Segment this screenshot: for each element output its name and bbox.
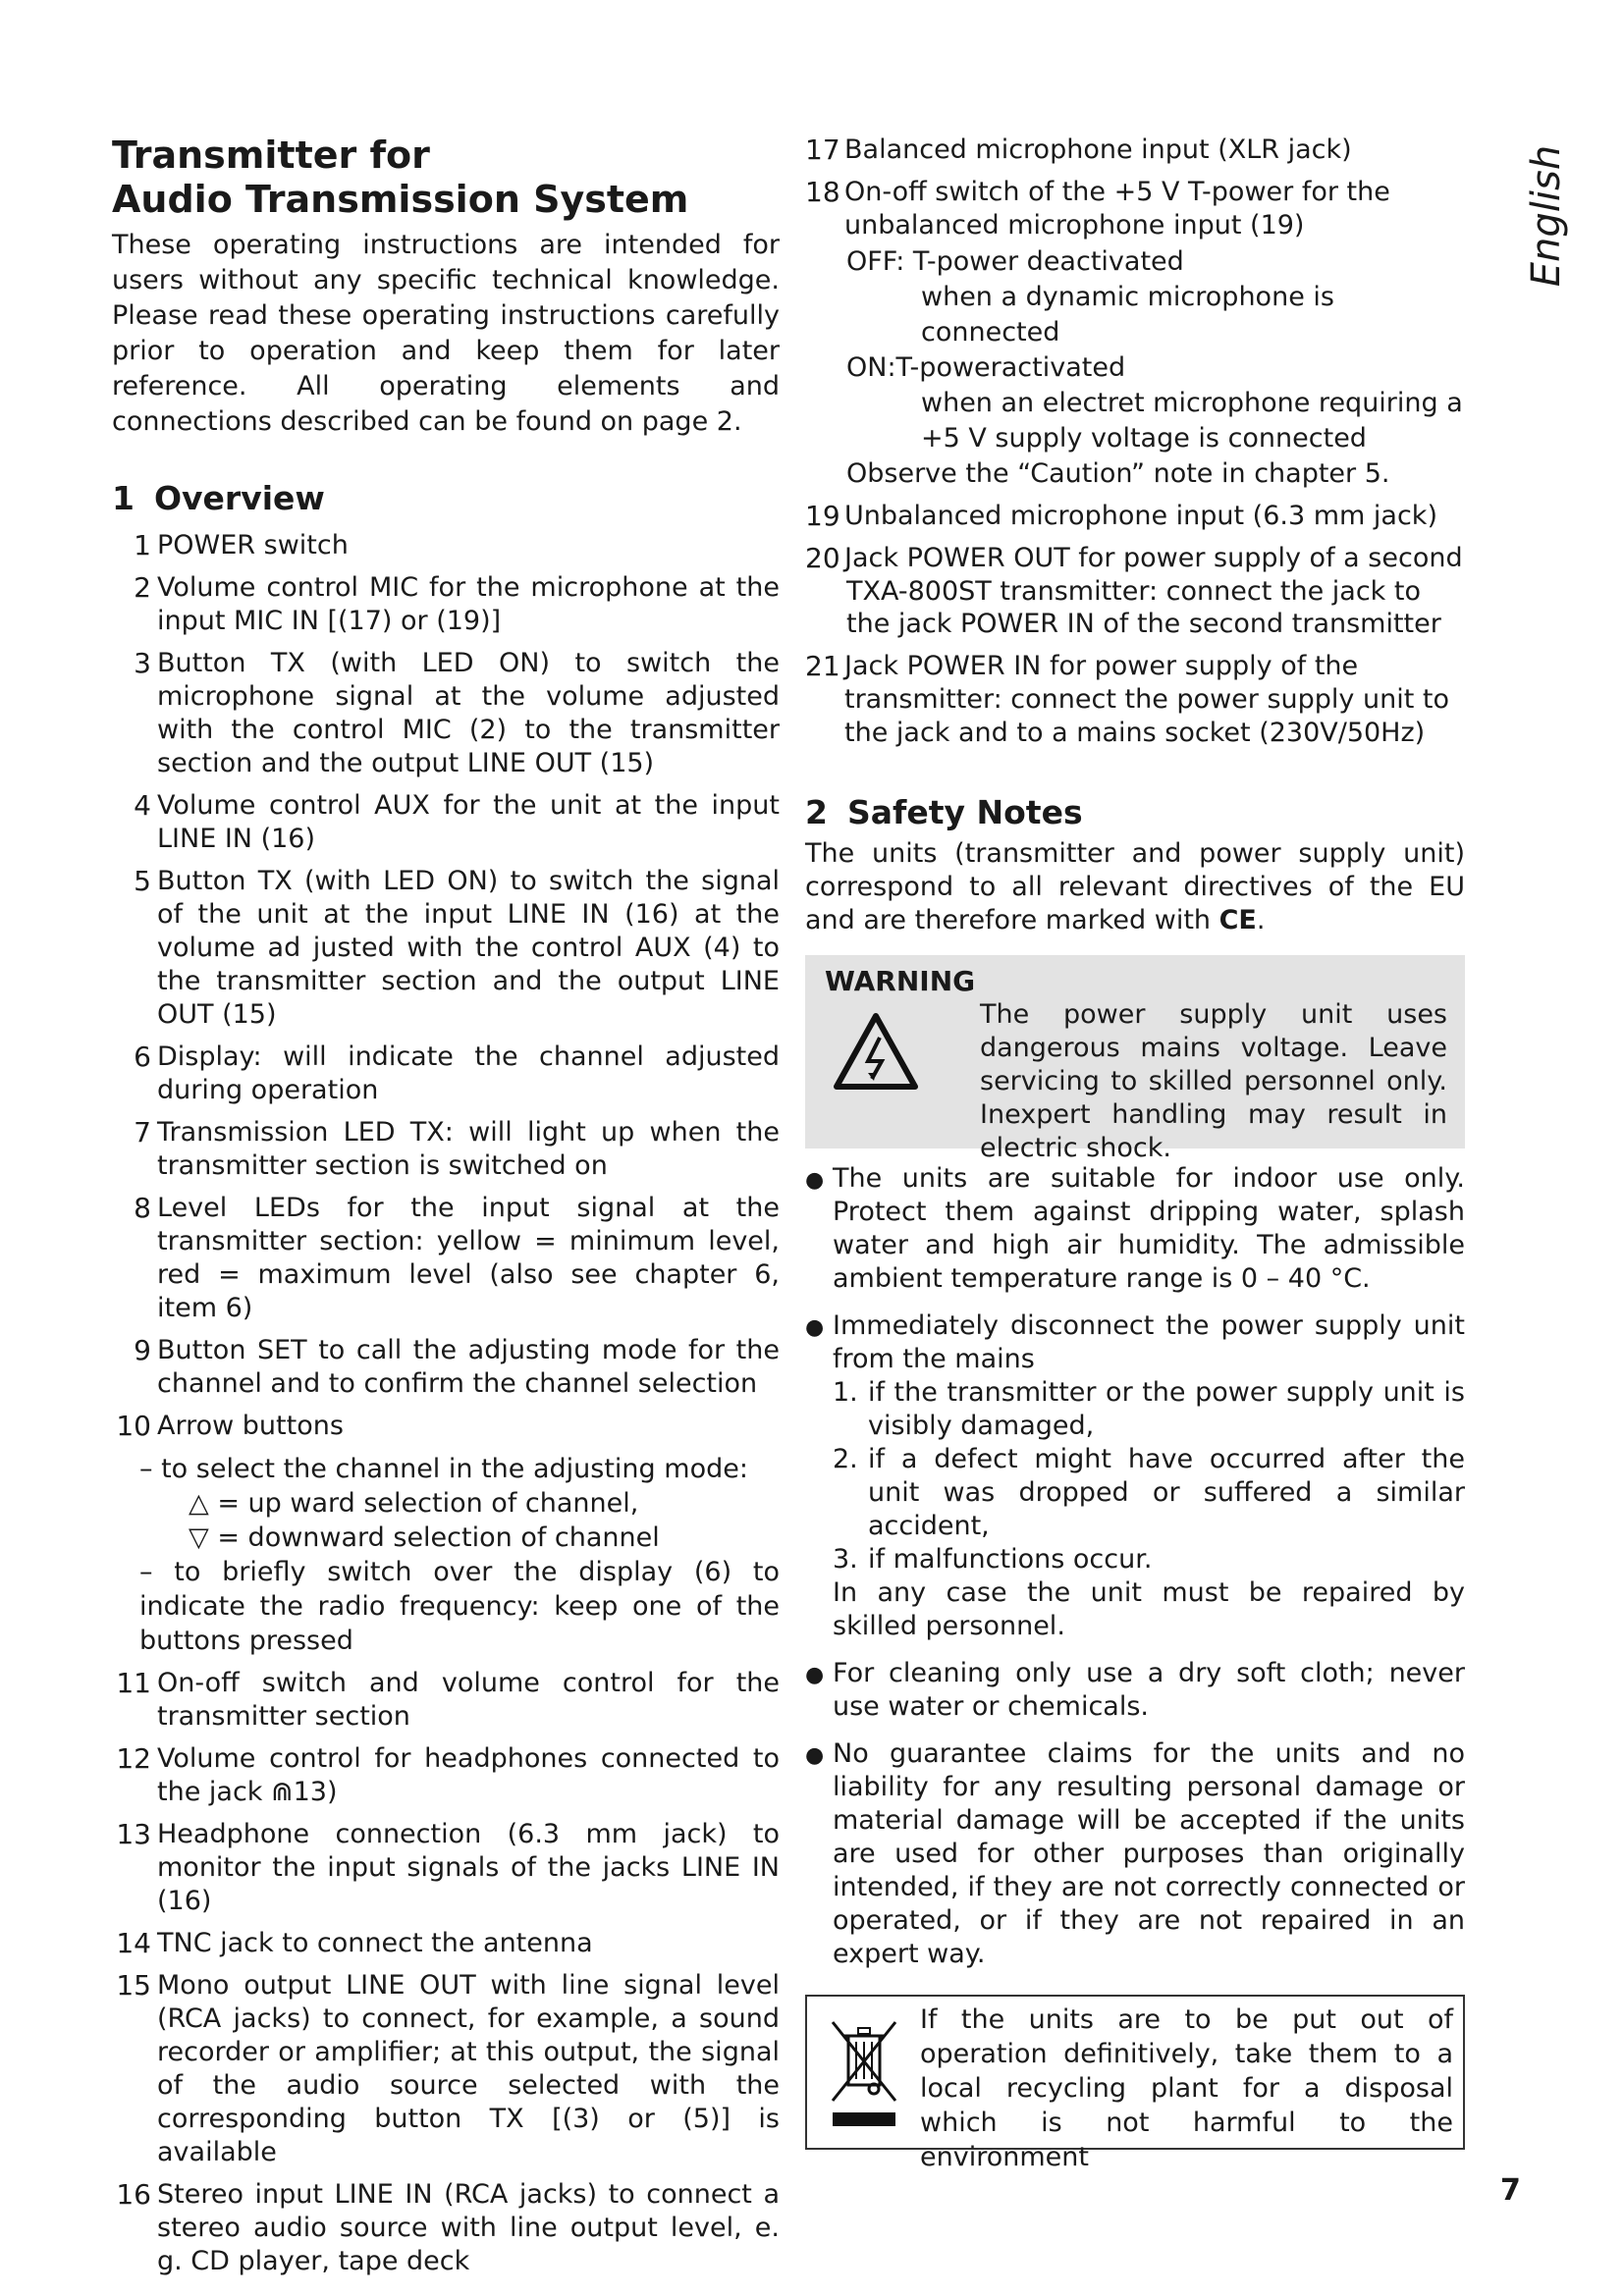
list-item-16 xyxy=(112,2178,780,2278)
list-item-number: 4 xyxy=(134,789,151,822)
page-number: 7 xyxy=(1500,2173,1521,2208)
list-item-number: 18 xyxy=(805,176,840,208)
arrow-up-line: △ = up ward selection of channel, xyxy=(189,1488,639,1519)
overview-heading xyxy=(112,479,780,517)
bullet-dot-icon: ● xyxy=(805,1168,825,1193)
list-item-number: 2 xyxy=(134,571,151,604)
list-item-text: Unbalanced microphone input (6.3 mm jack) xyxy=(844,501,1437,531)
list-item-text: POWER switch xyxy=(157,530,349,561)
list-item-number: 9 xyxy=(134,1334,151,1366)
safety-heading-text: Safety Notes xyxy=(846,793,1083,831)
item-20-continuation: TXA-800ST transmitter: connect the jack to the jack POWER IN of the second transmitter xyxy=(846,576,1441,639)
safety-intro-text: The units (transmitter and power supply unit) correspond to all relevant directives of the EU and are therefore marked with xyxy=(805,838,1465,935)
bullet-dot-icon: ● xyxy=(805,1315,825,1340)
list-item-1 xyxy=(112,529,780,562)
list-item-number: 17 xyxy=(805,133,840,166)
intro-paragraph: These operating instructions are intended for users without any specific technical knowledge. Please read these operating instructions carefully prior to operation and keep them for later reference. All operating elements and connections described can be found on page 2. xyxy=(112,230,780,437)
left-column xyxy=(112,133,780,2287)
list-item-text: TNC jack to connect the antenna xyxy=(157,1928,593,1958)
list-item-number: 11 xyxy=(116,1667,151,1699)
bullet-text: No guarantee claims for the units and no liability for any resulting personal damage or material damage will be accepted if the units are used for other purposes than originally intended, if they are not correctly connected or operated, or if they are not repaired in an expert way. xyxy=(833,1738,1465,1969)
recycling-text: If the units are to be put out of operation definitively, take them to a local recycling plant for a disposal which is not harmful to the environment xyxy=(920,2004,1453,2172)
list-item-4 xyxy=(112,789,780,856)
list-item-text: Button TX (with LED ON) to switch the microphone signal at the volume adjusted with the control MIC (2) to the transmitter section and the output LINE OUT (15) xyxy=(157,648,780,778)
bullet-text: The units are suitable for indoor use only. Protect them against dripping water, splash water and high air humidity. The admissible ambient temperature range is 0 – 40 °C. xyxy=(833,1163,1465,1294)
safety-heading xyxy=(805,793,1465,831)
bullet-dot-icon: ● xyxy=(805,1743,825,1768)
warning-text: The power supply unit uses dangerous mains voltage. Leave servicing to skilled personnel only. Inexpert handling may result in electric shock. xyxy=(980,999,1447,1163)
list-item-5 xyxy=(112,865,780,1032)
list-item-12 xyxy=(112,1742,780,1809)
document-title xyxy=(112,133,780,222)
condition-text: if the transmitter or the power supply unit is visibly damaged, xyxy=(868,1377,1465,1441)
list-item-6 xyxy=(112,1041,780,1107)
crossed-out-bin-icon xyxy=(827,2014,901,2130)
list-item-number: 10 xyxy=(116,1410,151,1442)
list-item-number: 7 xyxy=(134,1116,151,1148)
right-column xyxy=(805,133,1465,2172)
list-item-text: Button TX (with LED ON) to switch the signal of the unit at the input LINE IN (16) at the volume ad justed with the control AUX (4) to the transmitter section and the output LINE OUT (15) xyxy=(157,866,780,1030)
list-item-number: 6 xyxy=(134,1041,151,1073)
list-item-number: 15 xyxy=(116,1969,151,2002)
list-item-number: 14 xyxy=(116,1927,151,1959)
warning-box xyxy=(805,955,1465,1163)
disconnect-conditions xyxy=(833,1376,1465,1643)
warning-title: WARNING xyxy=(825,965,976,997)
list-item-10 xyxy=(112,1410,780,1443)
condition-number: 2. xyxy=(833,1444,858,1474)
list-item-number: 1 xyxy=(134,529,151,561)
list-item-text: Arrow buttons xyxy=(157,1411,344,1441)
list-item-number: 16 xyxy=(116,2178,151,2211)
bullet-dot-icon: ● xyxy=(805,1663,825,1687)
off-description: when a dynamic microphone is connected xyxy=(921,282,1334,347)
list-item-number: 5 xyxy=(134,865,151,897)
list-item-number: 8 xyxy=(134,1192,151,1224)
list-item-17 xyxy=(805,133,1465,167)
list-item-text: Volume control MIC for the microphone at the input MIC IN [(17) or (19)] xyxy=(157,572,780,636)
safety-bullet-1 xyxy=(805,1162,1465,1296)
list-item-text: Display: will indicate the channel adjusted during operation xyxy=(157,1041,780,1105)
list-item-text: Jack POWER OUT for power supply of a second xyxy=(844,543,1463,573)
on-label: ON:T-poweractivated xyxy=(846,352,1126,383)
list-item-text: On-off switch of the +5 V T-power for the unbalanced microphone input (19) xyxy=(844,177,1390,240)
list-item-9 xyxy=(112,1334,780,1401)
list-item-text: Stereo input LINE IN (RCA jacks) to connect a stereo audio source with line output level, e. g. CD player, tape deck xyxy=(157,2179,780,2276)
condition-2 xyxy=(833,1443,1465,1543)
list-item-15 xyxy=(112,1969,780,2169)
list-item-11 xyxy=(112,1667,780,1734)
arrow-down-line: ▽ = downward selection of channel xyxy=(189,1522,660,1553)
bullet-text: Immediately disconnect the power supply unit from the mains xyxy=(833,1310,1465,1374)
repair-note: In any case the unit must be repaired by skilled personnel. xyxy=(833,1577,1465,1641)
recycling-box xyxy=(805,1995,1465,2172)
language-tab xyxy=(1524,137,1569,294)
list-item-text: Mono output LINE OUT with line signal level (RCA jacks) to connect, for example, a sound recorder or amplifier; at this output, the signal of the audio source selected with the corresponding button TX [(3) or (5)] is available xyxy=(157,1970,780,2167)
list-item-14 xyxy=(112,1927,780,1960)
overview-heading-text: Overview xyxy=(153,479,325,517)
list-item-text: Transmission LED TX: will light up when the transmitter section is switched on xyxy=(157,1117,780,1181)
title-line-1: Transmitter for xyxy=(112,133,430,177)
list-item-number: 19 xyxy=(805,500,840,532)
list-item-13 xyxy=(112,1818,780,1918)
off-label: OFF: T-power deactivated xyxy=(846,246,1184,277)
list-item-number: 21 xyxy=(805,650,840,682)
overview-list xyxy=(112,529,780,1443)
on-description: when an electret microphone requiring a +5 V supply voltage is connected xyxy=(921,388,1463,454)
list-item-20 xyxy=(805,542,1465,575)
list-item-text: Jack POWER IN for power supply of the transmitter: connect the power supply unit to the jack and to a mains socket (230V/50Hz) xyxy=(844,651,1449,748)
safety-heading-number: 2 xyxy=(805,793,828,831)
list-item-text: Volume control for headphones connected to the jack ⋒13) xyxy=(157,1743,780,1807)
condition-1 xyxy=(833,1376,1465,1443)
list-item-text: Balanced microphone input (XLR jack) xyxy=(844,134,1352,165)
list-item-8 xyxy=(112,1192,780,1325)
list-item-19 xyxy=(805,500,1465,533)
language-label: English xyxy=(1524,144,1569,288)
list-item-text: Level LEDs for the input signal at the transmitter section: yellow = minimum level, red = maximum level (also see chapter 6, item 6) xyxy=(157,1193,780,1323)
list-item-number: 12 xyxy=(116,1742,151,1775)
list-item-number: 13 xyxy=(116,1818,151,1850)
list-item-text: On-off switch and volume control for the transmitter section xyxy=(157,1668,780,1732)
overview-heading-number: 1 xyxy=(112,479,135,517)
condition-number: 1. xyxy=(833,1377,858,1408)
condition-number: 3. xyxy=(833,1544,858,1575)
safety-bullet-4 xyxy=(805,1737,1465,1971)
electric-shock-warning-icon xyxy=(833,1012,919,1091)
list-item-number: 3 xyxy=(134,647,151,679)
arrow-sub-2: – to briefly switch over the display (6) to indicate the radio frequency: keep one of the buttons pressed xyxy=(139,1557,780,1656)
ce-mark: CE xyxy=(1218,905,1257,935)
observe-note: Observe the “Caution” note in chapter 5. xyxy=(846,458,1390,489)
condition-text: if malfunctions occur. xyxy=(868,1544,1153,1575)
condition-3 xyxy=(833,1543,1465,1576)
overview-list-continued xyxy=(112,1667,780,2278)
arrow-sub-1: – to select the channel in the adjusting mode: xyxy=(139,1454,748,1484)
safety-intro: The units (transmitter and power supply unit) correspond to all relevant directives of the EU and are therefore marked with CE. xyxy=(805,838,1465,935)
list-item-7 xyxy=(112,1116,780,1183)
list-item-number: 20 xyxy=(805,542,840,574)
list-item-text: Volume control AUX for the unit at the input LINE IN (16) xyxy=(157,790,780,854)
list-item-2 xyxy=(112,571,780,638)
list-item-18 xyxy=(805,176,1465,242)
title-line-2: Audio Transmission System xyxy=(112,178,689,221)
safety-bullet-2 xyxy=(805,1309,1465,1376)
list-item-21 xyxy=(805,650,1465,750)
condition-text: if a defect might have occurred after the unit was dropped or suffered a similar accident, xyxy=(868,1444,1465,1541)
list-item-text: Button SET to call the adjusting mode for the channel and to confirm the channel selection xyxy=(157,1335,780,1399)
list-item-text: Headphone connection (6.3 mm jack) to monitor the input signals of the jacks LINE IN (16) xyxy=(157,1819,780,1916)
list-item-3 xyxy=(112,647,780,780)
bullet-text: For cleaning only use a dry soft cloth; never use water or chemicals. xyxy=(833,1658,1465,1722)
safety-bullet-3 xyxy=(805,1657,1465,1724)
